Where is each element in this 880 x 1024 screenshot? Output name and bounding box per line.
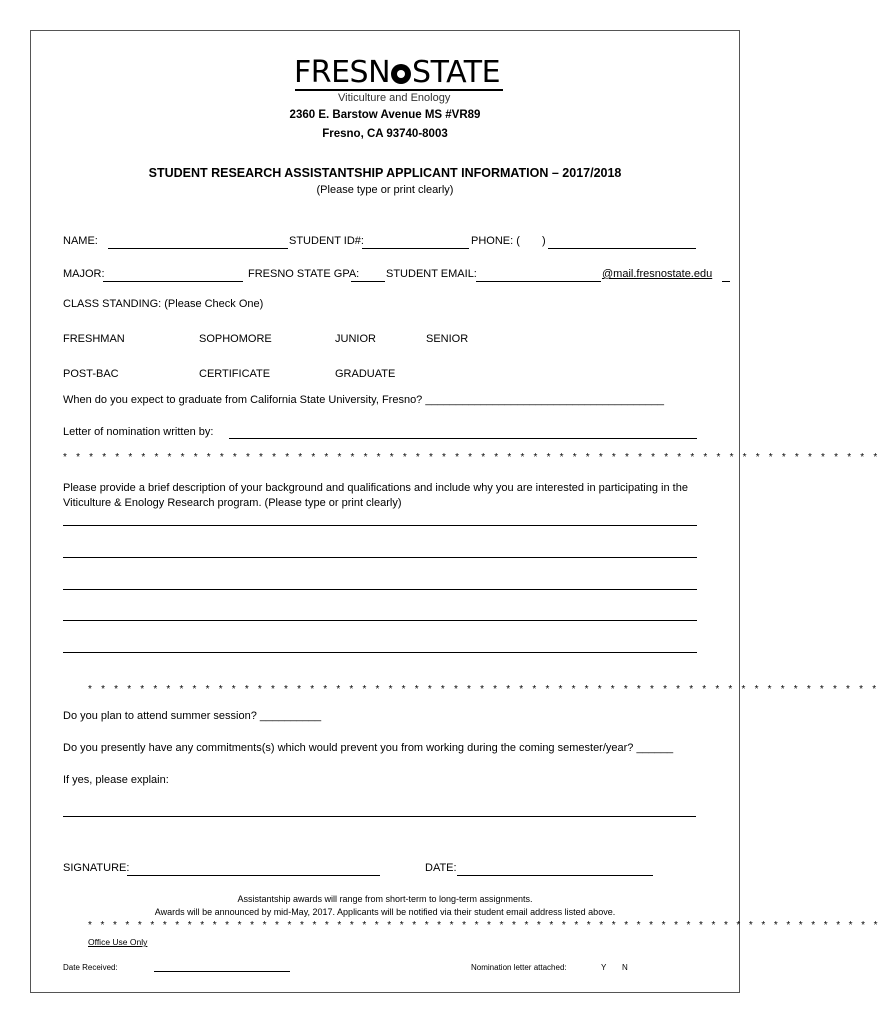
department-name: Viticulture and Enology bbox=[338, 92, 451, 104]
bulldog-paw-icon bbox=[391, 64, 411, 84]
email-label: STUDENT EMAIL: bbox=[386, 268, 477, 280]
explain-label: If yes, please explain: bbox=[63, 774, 169, 786]
student-id-label: STUDENT ID#: bbox=[289, 235, 364, 247]
name-label: NAME: bbox=[63, 235, 98, 247]
major-label: MAJOR: bbox=[63, 268, 105, 280]
separator-stars-3: * * * * * * * * * * * * * * * * * * * * * * * * * * * * * * * * * * * * * * * * * * * * * * * * * * * * * * * * * * * * * * * * bbox=[88, 920, 880, 931]
summer-session-question[interactable]: Do you plan to attend summer session? __________ bbox=[63, 710, 322, 722]
signature-label: SIGNATURE: bbox=[63, 862, 130, 874]
awards-note-1: Assistantship awards will range from short-term to long-term assignments. bbox=[237, 894, 533, 904]
signature-field[interactable] bbox=[127, 875, 380, 876]
option-graduate[interactable]: GRADUATE bbox=[335, 368, 396, 380]
form-title: STUDENT RESEARCH ASSISTANTSHIP APPLICANT INFORMATION – 2017/2018 bbox=[148, 166, 622, 180]
date-received-label: Date Received: bbox=[63, 963, 118, 972]
phone-paren-close: ) bbox=[542, 235, 546, 247]
major-field[interactable] bbox=[103, 281, 243, 282]
description-line-5[interactable] bbox=[63, 652, 697, 653]
name-field[interactable] bbox=[108, 248, 288, 249]
logo-text-left: FRESN bbox=[294, 55, 391, 90]
date-field[interactable] bbox=[457, 875, 653, 876]
gpa-label: FRESNO STATE GPA: bbox=[248, 268, 360, 280]
nomination-no[interactable]: N bbox=[622, 963, 628, 972]
address-line-1: 2360 E. Barstow Avenue MS #VR89 bbox=[289, 109, 481, 121]
nomination-attached-label: Nomination letter attached: bbox=[471, 963, 567, 972]
description-line-1[interactable] bbox=[63, 525, 697, 526]
fresno-state-logo bbox=[294, 55, 500, 90]
option-sophomore[interactable]: SOPHOMORE bbox=[199, 333, 272, 345]
email-domain: @mail.fresnostate.edu bbox=[602, 268, 713, 280]
date-received-field[interactable] bbox=[154, 971, 290, 972]
explain-field[interactable] bbox=[63, 816, 696, 817]
option-certificate[interactable]: CERTIFICATE bbox=[199, 368, 271, 380]
gpa-field[interactable] bbox=[351, 281, 385, 282]
email-field[interactable] bbox=[476, 281, 601, 282]
address-line-2: Fresno, CA 93740-8003 bbox=[322, 128, 448, 140]
office-use-label: Office Use Only bbox=[88, 937, 148, 947]
description-line-4[interactable] bbox=[63, 620, 697, 621]
form-subtitle: (Please type or print clearly) bbox=[316, 184, 454, 196]
option-postbac[interactable]: POST-BAC bbox=[63, 368, 119, 380]
logo-text-right: STATE bbox=[412, 55, 501, 90]
phone-label: PHONE: ( bbox=[471, 235, 520, 247]
description-line-2[interactable] bbox=[63, 557, 697, 558]
email-tail-line bbox=[722, 281, 730, 282]
student-id-field[interactable] bbox=[362, 248, 469, 249]
phone-field[interactable] bbox=[548, 248, 696, 249]
separator-stars-1: * * * * * * * * * * * * * * * * * * * * * * * * * * * * * * * * * * * * * * * * * * * * * * * * * * * * * * * * * * * * * * * bbox=[63, 452, 880, 463]
commitments-question[interactable]: Do you presently have any commitments(s) which would prevent you from working during the coming semester/year? ______ bbox=[63, 742, 674, 754]
logo-rule bbox=[295, 89, 503, 91]
nomination-field[interactable] bbox=[229, 438, 697, 439]
class-standing-label: CLASS STANDING: (Please Check One) bbox=[63, 298, 264, 310]
option-freshman[interactable]: FRESHMAN bbox=[63, 333, 125, 345]
option-junior[interactable]: JUNIOR bbox=[335, 333, 376, 345]
nomination-yes[interactable]: Y bbox=[601, 963, 607, 972]
description-prompt-line-1: Please provide a brief description of your background and qualifications and include why you are interested in participating in the bbox=[63, 482, 688, 494]
option-senior[interactable]: SENIOR bbox=[426, 333, 469, 345]
awards-note-2: Awards will be announced by mid-May, 2017. Applicants will be notified via their student email address listed above. bbox=[154, 907, 616, 917]
graduation-question[interactable]: When do you expect to graduate from California State University, Fresno? _______________________________________ bbox=[63, 394, 664, 406]
date-label: DATE: bbox=[425, 862, 457, 874]
description-prompt-line-2: Viticulture & Enology Research program. (Please type or print clearly) bbox=[63, 497, 402, 509]
description-line-3[interactable] bbox=[63, 589, 697, 590]
separator-stars-2: * * * * * * * * * * * * * * * * * * * * * * * * * * * * * * * * * * * * * * * * * * * * * * * * * * * * * * * * * * * * * bbox=[88, 684, 880, 695]
nomination-label: Letter of nomination written by: bbox=[63, 426, 214, 438]
